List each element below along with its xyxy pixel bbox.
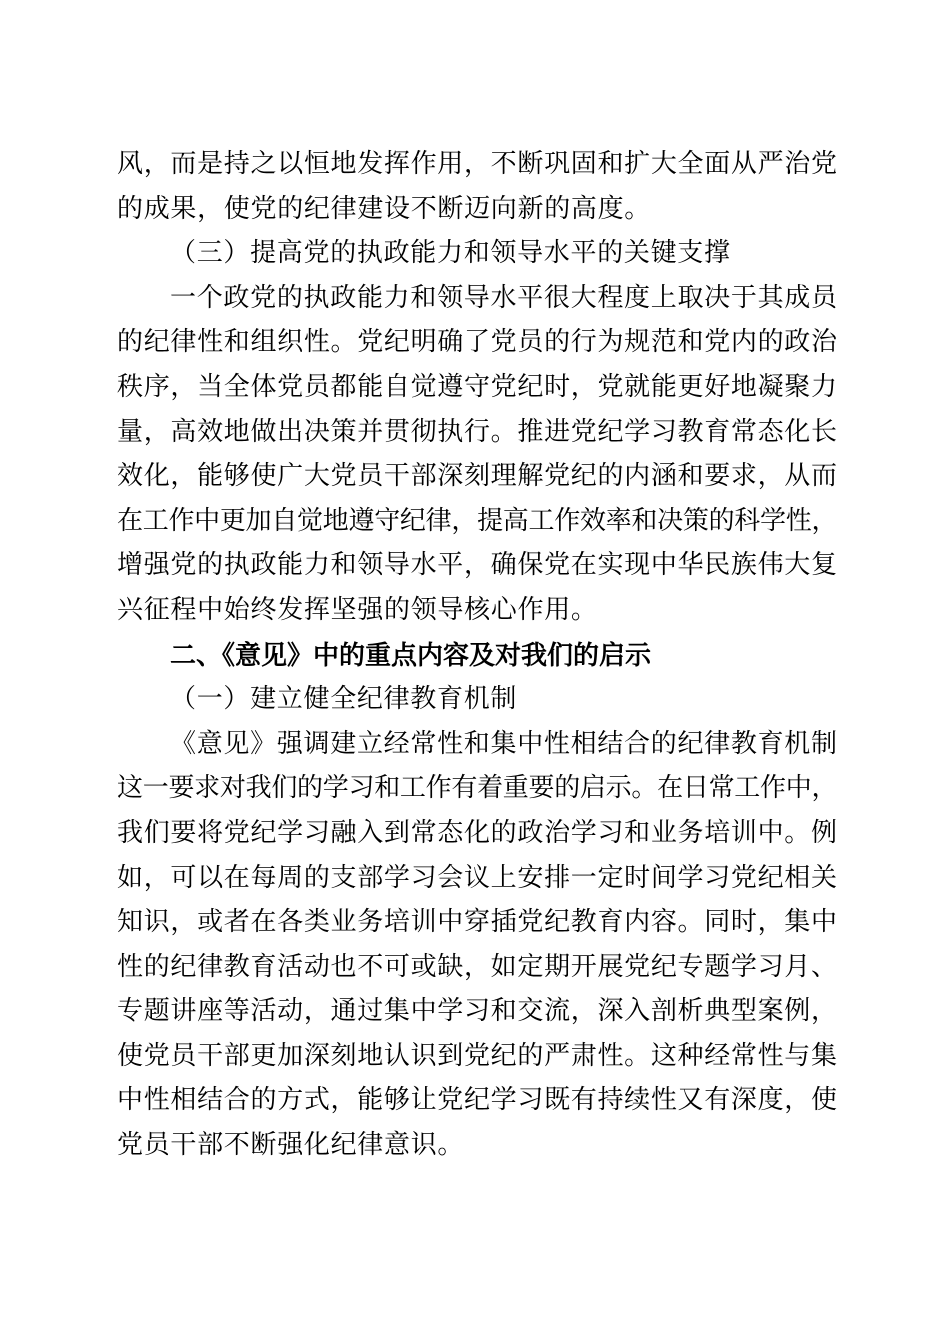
- body-line: 兴征程中始终发挥坚强的领导核心作用。: [117, 594, 598, 624]
- body-line: 的成果，使党的纪律建设不断迈向新的高度。: [117, 193, 652, 223]
- body-line: 一个政党的执政能力和领导水平很大程度上取决于其成员: [170, 282, 837, 312]
- body-line: 这一要求对我们的学习和工作有着重要的启示。在日常工作中，: [117, 773, 837, 803]
- body-line: 《意见》强调建立经常性和集中性相结合的纪律教育机制: [170, 728, 837, 758]
- body-line: 专题讲座等活动，通过集中学习和交流，深入剖析典型案例，: [117, 996, 837, 1026]
- body-line: 风，而是持之以恒地发挥作用，不断巩固和扩大全面从严治党: [117, 149, 837, 178]
- body-line: 量，高效地做出决策并贯彻执行。推进党纪学习教育常态化长: [117, 416, 837, 446]
- subsection-heading-3: （三）提高党的执政能力和领导水平的关键支撑: [170, 238, 731, 268]
- body-line: 秩序，当全体党员都能自觉遵守党纪时，党就能更好地凝聚力: [117, 371, 837, 401]
- body-line: 知识，或者在各类业务培训中穿插党纪教育内容。同时，集中: [117, 907, 837, 937]
- body-line: 如，可以在每周的支部学习会议上安排一定时间学习党纪相关: [117, 862, 837, 892]
- body-line: 党员干部不断强化纪律意识。: [117, 1130, 465, 1160]
- subsection-heading-1: （一）建立健全纪律教育机制: [170, 684, 518, 714]
- body-line: 使党员干部更加深刻地认识到党纪的严肃性。这种经常性与集: [117, 1040, 837, 1070]
- body-line: 效化，能够使广大党员干部深刻理解党纪的内涵和要求，从而: [117, 461, 837, 491]
- body-line: 我们要将党纪学习融入到常态化的政治学习和业务培训中。例: [117, 817, 837, 847]
- body-line: 性的纪律教育活动也不可或缺，如定期开展党纪专题学习月、: [117, 951, 837, 981]
- body-line: 增强党的执政能力和领导水平，确保党在实现中华民族伟大复: [117, 550, 837, 580]
- text-block: [117, 142, 837, 1168]
- body-line: 在工作中更加自觉地遵守纪律，提高工作效率和决策的科学性，: [117, 505, 837, 535]
- body-line: 中性相结合的方式，能够让党纪学习既有持续性又有深度，使: [117, 1085, 837, 1115]
- section-heading-2: 二、《意见》中的重点内容及对我们的启示: [170, 639, 652, 670]
- body-line: 的纪律性和组织性。党纪明确了党员的行为规范和党内的政治: [117, 327, 837, 357]
